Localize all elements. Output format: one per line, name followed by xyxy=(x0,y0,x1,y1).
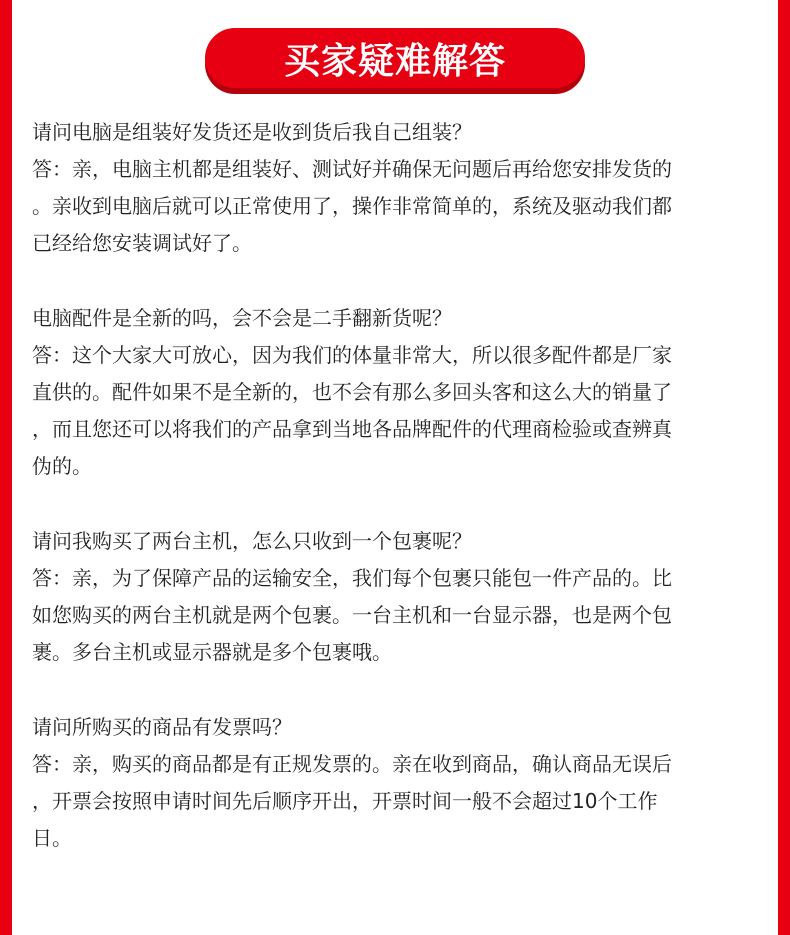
right-red-border xyxy=(778,0,790,935)
header-banner xyxy=(205,28,585,88)
faq-answer-line: 答：亲，电脑主机都是组装好、测试好并确保无问题后再给您安排发货的 xyxy=(32,157,672,181)
faq-item xyxy=(32,114,770,262)
banner-title: 买家疑难解答 xyxy=(283,40,506,82)
faq-answer-line: 直供的。配件如果不是全新的，也不会有那么多回头客和这么大的销量了 xyxy=(32,380,672,404)
faq-answer-line: ，开票会按照申请时间先后顺序开出，开票时间一般不会超过10个工作 xyxy=(32,789,658,813)
faq-question: 请问所购买的商品有发票吗？ xyxy=(32,715,292,739)
faq-question: 电脑配件是全新的吗，会不会是二手翻新货呢？ xyxy=(32,306,452,330)
faq-question: 请问我购买了两台主机，怎么只收到一个包裹呢？ xyxy=(32,529,472,553)
faq-answer-line: 已经给您安装调试好了。 xyxy=(32,231,252,255)
faq-answer-line: 答：这个大家大可放心，因为我们的体量非常大，所以很多配件都是厂家 xyxy=(32,343,672,367)
faq-item xyxy=(32,523,770,671)
faq-question: 请问电脑是组装好发货还是收到货后我自己组装？ xyxy=(32,120,472,144)
faq-list xyxy=(32,114,770,895)
faq-answer-line: 裹。多台主机或显示器就是多个包裹哦。 xyxy=(32,640,392,664)
faq-answer-line: 答：亲，购买的商品都是有正规发票的。亲在收到商品，确认商品无误后 xyxy=(32,752,672,776)
faq-answer-line: ，而且您还可以将我们的产品拿到当地各品牌配件的代理商检验或查辨真 xyxy=(32,417,672,441)
faq-answer-line: 如您购买的两台主机就是两个包裹。一台主机和一台显示器，也是两个包 xyxy=(32,603,672,627)
left-red-border xyxy=(0,0,12,935)
faq-answer-line: 答：亲，为了保障产品的运输安全，我们每个包裹只能包一件产品的。比 xyxy=(32,566,672,590)
faq-answer-line: 。亲收到电脑后就可以正常使用了，操作非常简单的，系统及驱动我们都 xyxy=(32,194,672,218)
faq-item xyxy=(32,709,770,857)
faq-answer-line: 日。 xyxy=(32,826,72,850)
faq-item xyxy=(32,300,770,485)
faq-answer-line: 伪的。 xyxy=(32,454,92,478)
